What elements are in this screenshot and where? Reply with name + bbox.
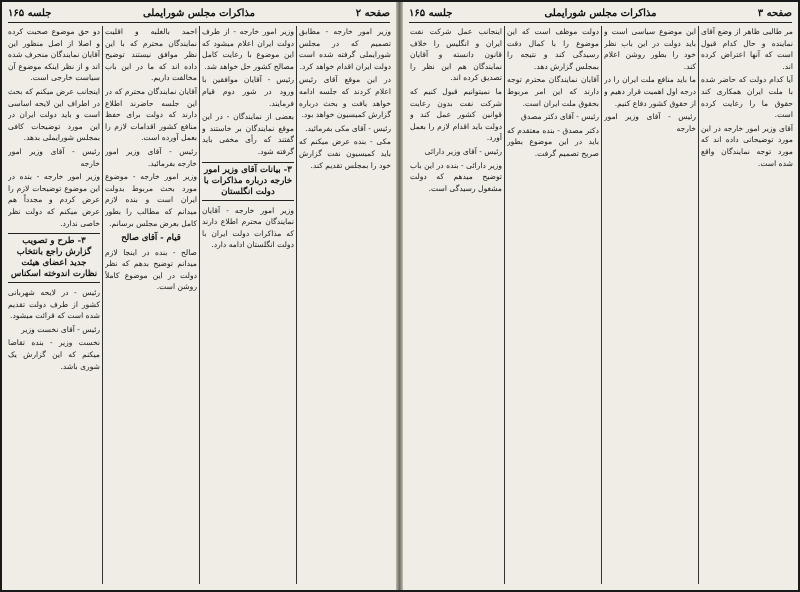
- section-heading: ۳- بیانات آقای وزیر امور خارجه درباره مذاکرات با دولت انگلستان: [202, 162, 294, 201]
- column-divider: [601, 26, 602, 584]
- paragraph: وزیر امور خارجه - آقایان نمایندگان محترم اطلاع دارند که مذاکرات دولت ایران با دولت انگلستان ادامه دارد.: [202, 205, 294, 250]
- paragraph: آقایان نمایندگان محترم که در این جلسه حاضرند اطلاع دارند که دولت برای حفظ منافع کشور اقدامات لازم را بعمل آورده است.: [105, 86, 197, 143]
- left-page-number: صفحه ۲: [355, 8, 390, 19]
- right-column-1: [701, 26, 793, 584]
- paragraph: آقایان نمایندگان محترم توجه دارند که این امر مربوط بحقوق ملت ایران است.: [507, 75, 599, 108]
- right-column-4: [410, 26, 502, 584]
- paragraph: در این موقع آقای رئیس اعلام کردند که جلسه ادامه خواهد یافت و بحث درباره گزارش کمیسیون خواهد بود.: [299, 75, 391, 120]
- left-page-header: [8, 6, 390, 23]
- paragraph: وزیر امور خارجه - بنده در این موضوع توضیحات لازم را عرض کردم و مجدداً هم عرض میکنم که دولت نظر خاصی ندارد.: [8, 172, 100, 228]
- paragraph: صالح - بنده در اینجا لازم میدانم توضیح بدهم که نظر دولت در این موضوع کاملاً روشن است.: [105, 247, 197, 292]
- paragraph: بعضی از نمایندگان - در این موقع نمایندگان بر خاستند و گفتند که رأی مخفی باید گرفته شود.: [202, 112, 294, 156]
- left-column-3: [105, 26, 197, 584]
- right-page: [403, 2, 798, 590]
- right-column-2: [604, 26, 696, 584]
- left-column-1: [299, 26, 391, 584]
- column-divider: [199, 26, 200, 584]
- paragraph: اینجانب عمل شرکت نفت ایران و انگلیس را خلاف قانون دانسته و آقایان نمایندگان هم این نظر را تصدیق کرده اند.: [410, 27, 502, 83]
- column-divider: [504, 26, 505, 584]
- right-column-3: [507, 26, 599, 584]
- paragraph: رئیس - آقای دکتر مصدق: [521, 112, 599, 122]
- paragraph: ما نمیتوانیم قبول کنیم که شرکت نفت بدون رعایت قوانین کشور عمل کند و دولت باید اقدام لازم را بعمل آورد.: [410, 86, 502, 143]
- paragraph: وزیر امور خارجه - از طرف دولت ایران اعلام میشود که این موضوع با رعایت کامل مصالح کشور حل خواهد شد.: [202, 27, 294, 71]
- paragraph: وزیر امور خارجه - موضوع مورد بحث مربوط بدولت ایران است و بنده لازم میدانم که مطالب را بطور کامل بعرض مجلس برسانم.: [105, 172, 197, 228]
- left-session-number: جلسه ۱۶۵: [8, 8, 52, 19]
- paragraph: رئیس - در لایحه شهربانی کشور از طرف دولت تقدیم شده است که قرائت میشود.: [8, 288, 100, 321]
- paragraph: آقای وزیر امور خارجه در این مورد توضیحاتی داده اند که مورد توجه نمایندگان واقع شده است.: [701, 123, 793, 168]
- right-session-number: جلسه ۱۶۵: [409, 8, 453, 19]
- paragraph: این موضوع سیاسی است و باید دولت در این باب نظر خود را بطور روشن اعلام کند.: [604, 27, 696, 71]
- paragraph: اینجانب عرض میکنم که بحث در اطراف این لایحه اساسی است و باید دولت ایران در این مورد توضیحات کافی بمجلس شورایملی بدهد.: [8, 86, 100, 143]
- right-page-number: صفحه ۳: [757, 8, 792, 19]
- paragraph: رئیس - آقای نخست وزیر: [21, 324, 100, 334]
- column-divider: [698, 26, 699, 584]
- paragraph: نخست وزیر - بنده تقاضا میکنم که این گزارش یک شوری باشد.: [8, 338, 100, 371]
- paragraph: وزیر دارائی - بنده در این باب توضیح میدهم که دولت مشغول رسیدگی است.: [410, 160, 502, 193]
- book-gutter: [396, 2, 403, 590]
- right-page-title: مذاکرات مجلس شورایملی: [544, 8, 657, 19]
- paragraph: رئیس - آقای مکی بفرمائید.: [305, 123, 391, 133]
- paragraph: ما باید منافع ملت ایران را در درجه اول اهمیت قرار دهیم و از حقوق کشور دفاع کنیم.: [604, 75, 696, 108]
- column-divider: [296, 26, 297, 584]
- left-page: [2, 2, 396, 590]
- paragraph: رئیس - آقای وزیر امور خارجه بفرمائید.: [105, 146, 197, 168]
- paragraph: دکتر مصدق - بنده معتقدم که باید در این موضوع بطور صریح تصمیم گرفت.: [507, 125, 599, 158]
- left-column-4: [8, 26, 100, 584]
- paragraph: دولت موظف است که این موضوع را با کمال دقت رسیدگی کند و نتیجه را بمجلس گزارش دهد.: [507, 27, 599, 71]
- paragraph: رئیس - آقای وزیر دارائی: [424, 146, 502, 156]
- left-column-2: [202, 26, 294, 584]
- paragraph: وزیر امور خارجه - مطابق تصمیم که در مجلس شورایملی گرفته شده است دولت ایران اقدام خواهد کرد.: [299, 27, 391, 71]
- left-page-title: مذاکرات مجلس شورایملی: [142, 8, 256, 19]
- right-page-header: [409, 6, 792, 23]
- section-heading: ۳- طرح و تصویب گزارش راجع بانتخاب جدید اعضای هیئت نظارت اندوخته اسکناس: [8, 233, 100, 283]
- speaker-heading: قیام - آقای صالح: [121, 232, 181, 243]
- paragraph: رئیس - آقای وزیر امور خارجه: [604, 112, 696, 133]
- column-divider: [102, 26, 103, 584]
- paragraph: مکی - بنده عرض میکنم که باید کمیسیون نفت گزارش خود را بمجلس تقدیم کند.: [299, 137, 391, 170]
- paragraph: آیا کدام دولت که حاضر شده با ملت ایران همکاری کند حقوق ما را رعایت کرده است.: [701, 75, 793, 120]
- paragraph: رئیس - آقای وزیر امور خارجه: [8, 146, 100, 168]
- paragraph: احمد بالغلبه و اقلیت نمایندگان محترم که با این نظر موافق نیستند توضیح داده اند که ما در این باب مخالفت داریم.: [105, 27, 197, 83]
- newspaper-spread: [2, 2, 798, 590]
- paragraph: مر طالبی ظاهر از وضع آقای نماینده و حال کدام قبول است که آنها اعتراض کرده اند.: [701, 27, 793, 71]
- paragraph: دو حق موضوع صحبت کرده و اصلا از اصل منظور این آقایان نمایندگان منحرف شده اند و از نظر اینکه موضوع آن سیاست خارجی است.: [8, 27, 100, 83]
- paragraph: رئیس - آقایان موافقین با ورود در شور دوم قیام فرمایند.: [202, 75, 294, 108]
